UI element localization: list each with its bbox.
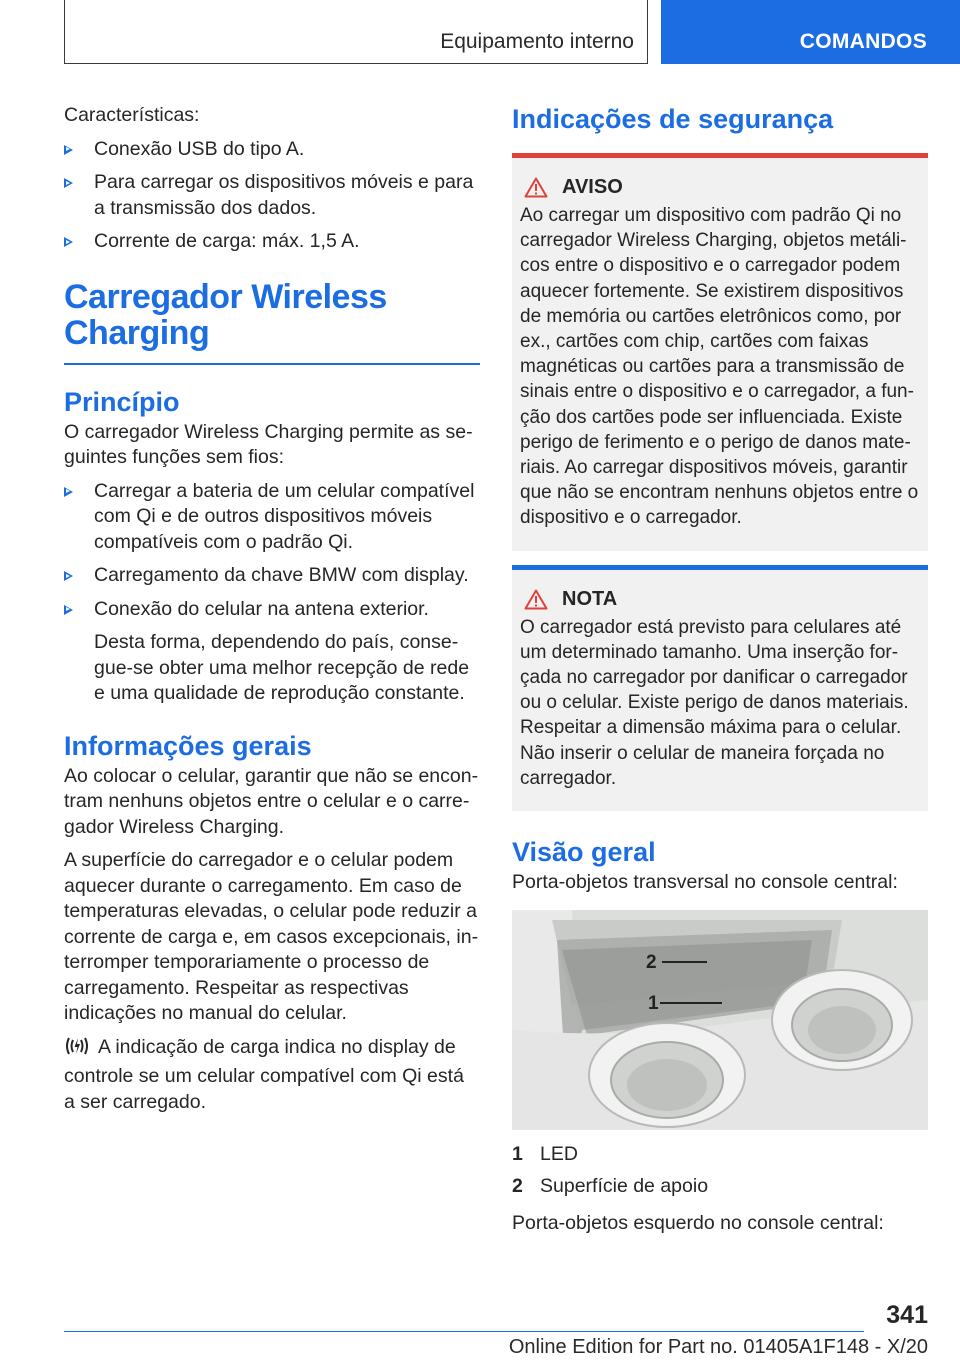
console-photo: [512, 910, 928, 1130]
list-item: 2 Superfície de apoio: [512, 1174, 709, 1197]
legend-list: [512, 1142, 928, 1199]
list-item: Para carregar os dispositivos móveis e para a transmissão dos dados.: [64, 170, 480, 221]
warning-title: [524, 176, 920, 199]
list-item: 1 LED: [512, 1142, 578, 1165]
notice-title: [524, 588, 920, 611]
list-item: Corrente de carga: máx. 1,5 A.: [64, 229, 480, 255]
triangle-bullet-icon: [64, 178, 73, 188]
notice-label: NOTA: [562, 587, 618, 610]
triangle-bullet-icon: [64, 145, 73, 155]
principle-intro: O carregador Wireless Charging permite as seguintes funções sem fios:: [64, 420, 473, 468]
triangle-bullet-icon: [64, 571, 73, 581]
overview-heading: Visão geral: [512, 837, 656, 868]
principle-note: Desta forma, dependendo do país, consegue-se obter uma melhor recepção de rede e uma qualidade de reprodução constante.: [94, 631, 470, 704]
general-info-paragraph-1: Ao colocar o celular, garantir que não se encontram nenhuns objetos entre o celular e o carregador Wireless Charging.: [64, 764, 479, 838]
warning-text: Ao carregar um dispositivo com padrão Qi no carregador Wireless Charging, objetos metálicos entre o dispositivo e o carregador podem aquecer fortemente. Se existirem dispositivos de memória ou cartões eletrônicos como, por ex., cartões com chip, cartões com faixas magnéticas ou cartões para a transmissão de sinais entre o dispositivo e o carregador, a função dos cartões pode ser influenciada. Existe perigo de ferimento e o perigo de danos materiais. Ao carregar dispositivos móveis, garantir que não se encontram nenhuns objetos entre o dispositivo e o carregador.: [520, 205, 919, 529]
callout-1: 1: [648, 992, 659, 1014]
heading-divider: [64, 363, 480, 365]
footer-divider: [64, 1331, 864, 1332]
overview-caption-2: Porta-objetos esquerdo no console central:: [512, 1211, 884, 1234]
notice-box: [512, 565, 928, 811]
triangle-bullet-icon: [64, 487, 73, 497]
safety-heading: Indicações de segurança: [512, 104, 834, 134]
console-illustration: [512, 910, 928, 1130]
general-info-paragraph-2: A superfície do carregador e o celular podem aquecer durante o carregamento. Em caso de temperaturas elevadas, o celular pode reduzir a corrente de carga e, em casos excepcionais, interromper temporariamente o processo de carregamento. Respeitar as respectivas indicações no manual do celular.: [64, 849, 479, 1024]
header-section-box: [64, 0, 648, 64]
general-info-paragraph-3: A indicação de carga indica no display de controle se um celular compatível com Qi está a ser carregado.: [64, 1035, 464, 1113]
right-column: [512, 103, 928, 1236]
list-item: Conexão USB do tipo A.: [64, 137, 480, 163]
warning-box: [512, 153, 928, 551]
notice-text: O carregador está previsto para celulares até um determinado tamanho. Uma inserção forçada no carregador por danificar o carregador ou o celular. Existe perigo de danos materiais. Respeitar a dimensão máxima para o celular. Não inserir o celular de maneira forçada no carregador.: [520, 616, 909, 789]
footer-edition[interactable]: Online Edition for Part no. 01405A1F148 - X/20: [508, 1336, 928, 1358]
principle-heading: Princípio: [64, 386, 180, 417]
overview-caption-1: Porta-objetos transversal no console central:: [512, 871, 898, 894]
list-item: Carregamento da chave BMW com display.: [64, 563, 480, 589]
warning-triangle-icon: [524, 177, 548, 198]
header-chapter-title: COMANDOS: [799, 30, 927, 53]
triangle-bullet-icon: [64, 237, 73, 247]
header-section-title: Equipamento interno: [440, 30, 634, 53]
features-list: [64, 137, 480, 255]
header-chapter-tab[interactable]: [661, 0, 960, 64]
features-label: Características:: [64, 104, 200, 126]
chapter-heading: Carregador Wireless Charging: [64, 277, 387, 352]
left-column: [64, 103, 480, 1115]
list-item: Conexão do celular na antena exterior.: [64, 597, 480, 623]
general-info-heading: Informações gerais: [64, 730, 312, 761]
warning-label: AVISO: [562, 176, 623, 198]
page-number: 341: [886, 1301, 928, 1329]
principle-list: [64, 479, 480, 623]
wireless-charging-icon: [64, 1035, 90, 1065]
list-item: Carregar a bateria de um celular compatível com Qi e de outros dispositivos móveis compatíveis com o padrão Qi.: [64, 479, 480, 556]
warning-triangle-icon: [524, 589, 548, 610]
callout-2: 2: [646, 951, 657, 973]
triangle-bullet-icon: [64, 605, 73, 615]
